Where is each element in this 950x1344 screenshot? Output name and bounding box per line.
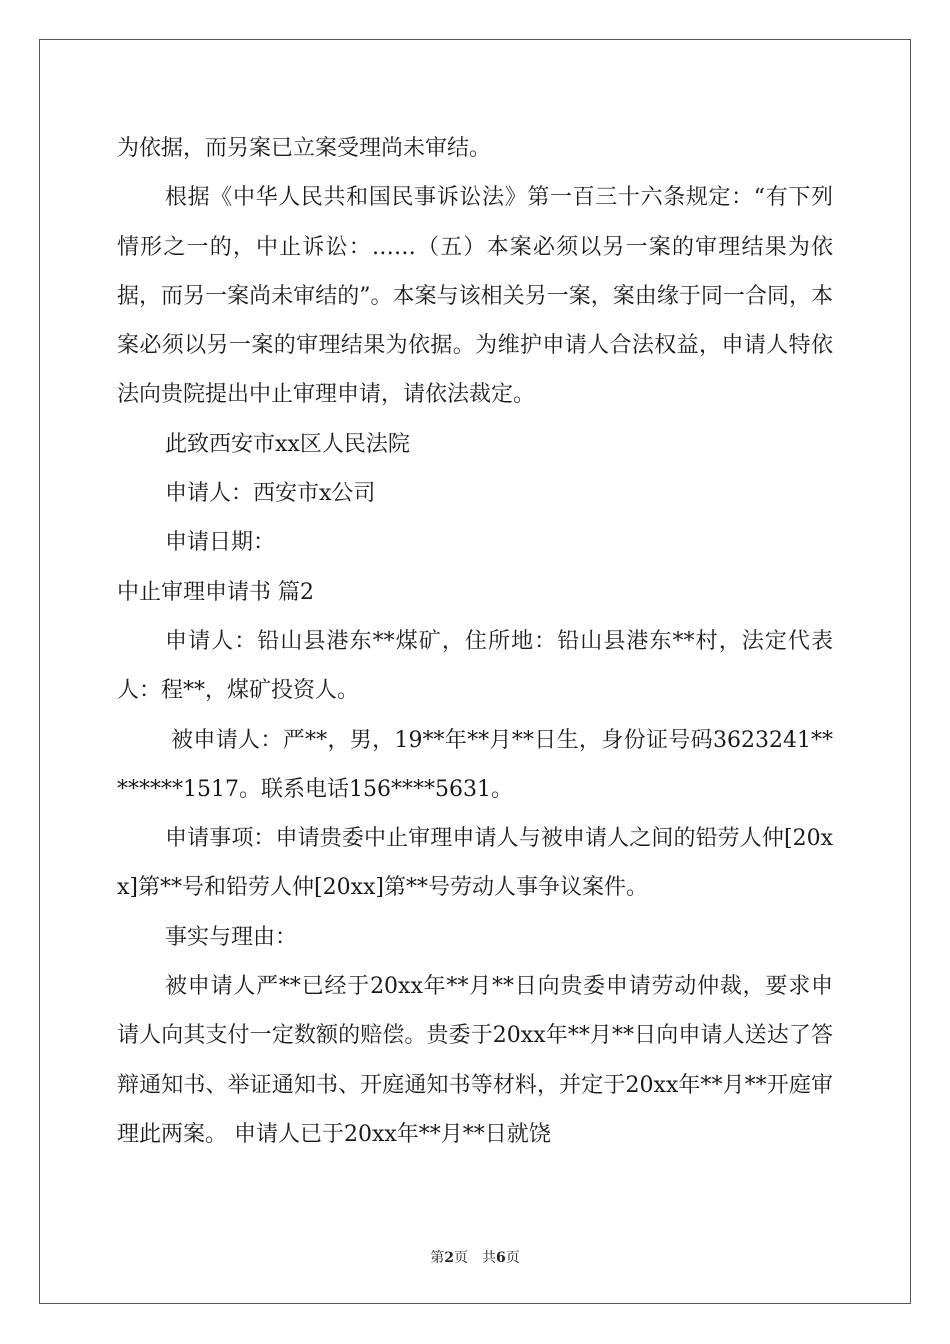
paragraph-legal-basis: 根据《中华人民共和国民事诉讼法》第一百三十六条规定：“有下列情形之一的，中止诉讼：……（五）本案必须以另一案的审理结果为依据，而另一案尚未审结的”。本案与该相关另一案，案由缘于同一合同，本案必须以另一案的审理结果为依据。为维护申请人合法权益，申请人特依法向贵院提出中止审理申请，请依法裁定。	[117, 185, 833, 408]
section-heading: 中止审理申请书 篇2	[117, 579, 314, 605]
paragraph-applicant-signature: 申请人：西安市x公司	[165, 481, 376, 507]
paragraph-applicant-info: 申请人：铅山县港东**煤矿，住所地：铅山县港东**村，法定代表人：程**，煤矿投资人。	[117, 628, 833, 704]
paragraph-request-items: 申请事项：申请贵委中止审理申请人与被申请人之间的铅劳人仲[20xx]第**号和铅劳人仲[20xx]第**号劳动人事争议案件。	[117, 826, 833, 901]
page-label-suffix: 页	[505, 1250, 520, 1266]
document-body	[117, 124, 833, 1159]
paragraph-respondent-info: 被申请人：严**，男，19**年**月**日生，身份证号码3623241********1517。联系电话156****5631。	[117, 727, 833, 802]
page-number-total: 6	[496, 1250, 506, 1266]
paragraph-facts-body: 被申请人严**已经于20xx年**月**日向贵委申请劳动仲裁，要求申请人向其支付一定数额的赔偿。贵委于20xx年**月**日向申请人送达了答辩通知书、举证通知书、开庭通知书等材料，并定于20xx年**月**开庭审理此两案。 申请人已于20xx年**月**日就饶	[117, 974, 833, 1147]
page-footer	[0, 1247, 950, 1267]
paragraph-addressee: 此致西安市xx区人民法院	[165, 431, 410, 457]
paragraph-facts-heading: 事实与理由：	[165, 924, 298, 950]
page-label-mid: 页 共	[454, 1250, 496, 1266]
page-number-current: 2	[444, 1250, 454, 1266]
paragraph-continuation: 为依据，而另案已立案受理尚未审结。	[117, 136, 492, 161]
page-label-prefix: 第	[430, 1250, 445, 1266]
paragraph-application-date: 申请日期：	[165, 530, 276, 556]
